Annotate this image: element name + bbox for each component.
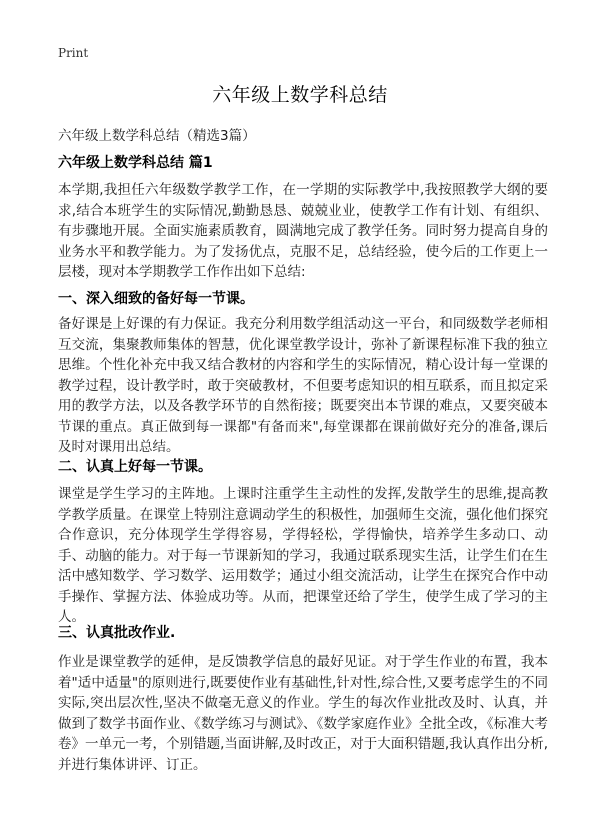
section-paragraph: 作业是课堂教学的延伸，是反馈教学信息的最好见证。对于学生作业的布置，我本着"适中适量"的原则进行,既要使作业有基础性,针对性,综合性,又要考虑学生的不同实际,突出层次性,坚决不做毫无意义的作业。学生的每次作业批改及时、认真，并做到了数学书面作业、《数学练习与测试》、《数学家庭作业》全批全改，《标准大考卷》一单元一考，个别错题,当面讲解,及时改正，对于大面积错题,我认真作出分析,并进行集体讲评、订正。 — [58, 654, 548, 773]
print-label[interactable]: Print — [58, 46, 89, 60]
page-title: 六年级上数学科总结 — [212, 84, 388, 106]
section-heading: 二、认真上好每一节课。 — [58, 459, 212, 475]
section-heading: 一、深入细致的备好每一节课。 — [58, 291, 254, 307]
document-subtitle: 六年级上数学科总结（精选3篇） — [58, 128, 256, 144]
section-paragraph: 课堂是学生学习的主阵地。上课时注重学生主动性的发挥,发散学生的思维,提高教学教学质量。在课堂上特别注意调动学生的积极性，加强师生交流，强化他们探究合作意识，充分体现学生学得容易，学得轻松，学得愉快，培养学生多动口、动手、动脑的能力。对于每一节课新知的学习，我通过联系现实生活，让学生们在生活中感知数学、学习数学、运用数学；通过小组交流活动，让学生在探究合作中动手操作、掌握方法、体验成功等。从而，把课堂还给了学生，使学生成了学习的主人。 — [58, 486, 548, 625]
section-paragraph: 备好课是上好课的有力保证。我充分利用数学组活动这一平台，和同级数学老师相互交流，集聚教师集体的智慧，优化课堂教学设计，弥补了新课程标准下我的独立思维。个性化补充中我又结合教材的内容和学生的实际情况，精心设计每一堂课的教学过程，设计教学时，敢于突破教材，不但要考虑知识的相互联系，而且拟定采用的教学方法，以及各教学环节的自然衔接；既要突出本节课的难点，又要突破本节课的重点。真正做到每一课都"有备而来",每堂课都在课前做好充分的准备,课后及时对课用出总结。 — [58, 316, 548, 455]
section-heading: 三、认真批改作业. — [58, 625, 176, 641]
part-heading: 六年级上数学科总结 篇1 — [58, 155, 213, 171]
intro-paragraph: 本学期,我担任六年级数学教学工作，在一学期的实际教学中,我按照教学大纲的要求,结合本班学生的实际情况,勤勤恳恳、兢兢业业，使教学工作有计划、有组织、有步骤地开展。全面实施素质教育，圆满地完成了教学任务。同时努力提高自身的业务水平和教学能力。为了发扬优点，克服不足，总结经验，使今后的工作更上一层楼，现对本学期教学工作作出如下总结: — [58, 182, 548, 280]
